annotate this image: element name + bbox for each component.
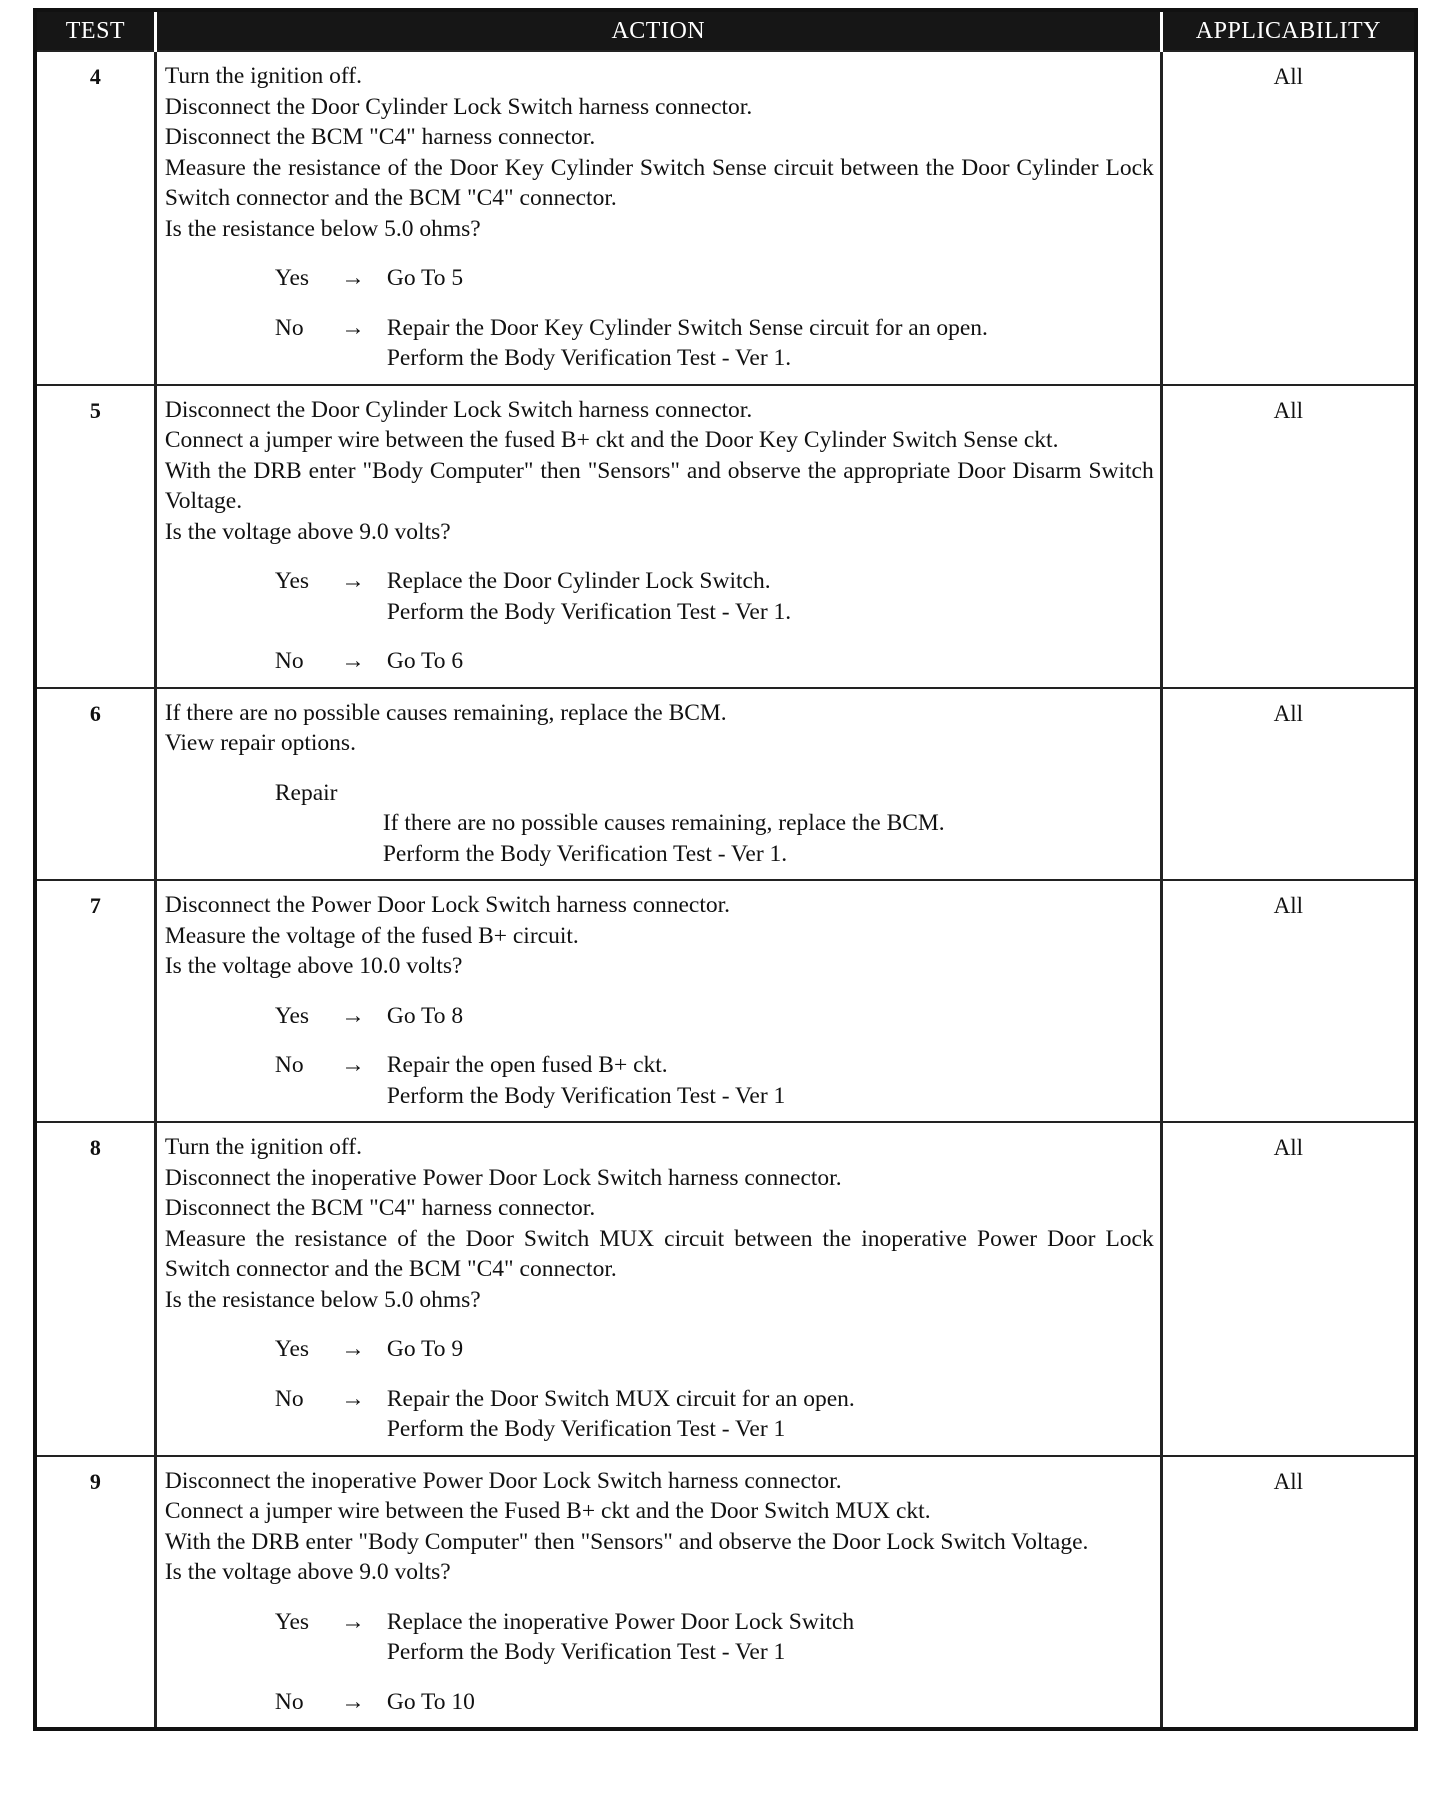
table-row — [35, 51, 1416, 385]
repair-block — [275, 778, 1154, 870]
test-number: 7 — [35, 880, 155, 1122]
outcome-result-line: Go To 5 — [386, 265, 464, 291]
outcome-result-line: Go To 10 — [386, 1688, 475, 1715]
action-step: Is the voltage above 9.0 volts? — [164, 518, 451, 545]
arrow-icon: → — [341, 1385, 365, 1412]
repair-label: Repair — [274, 779, 338, 806]
outcome-result — [373, 263, 1154, 294]
action-step: Turn the ignition off. — [164, 63, 363, 89]
header-action: ACTION — [155, 10, 1161, 51]
action-step: If there are no possible causes remaining, replace the BCM. — [164, 699, 727, 726]
outcome-result — [373, 566, 1154, 627]
arrow-icon: → — [341, 1002, 365, 1029]
test-number: 4 — [35, 51, 155, 385]
outcome-result-line: Perform the Body Verification Test - Ver 1 — [386, 1416, 786, 1442]
repair-lines — [383, 808, 1154, 869]
outcome-answer: Yes — [274, 1336, 310, 1362]
outcome-result-line: Perform the Body Verification Test - Ver 1 — [386, 1639, 786, 1665]
repair-line: If there are no possible causes remaining, replace the BCM. — [382, 810, 945, 836]
outcome-answer: No — [274, 1385, 304, 1412]
outcome-result-line: Replace the Door Cylinder Lock Switch. — [386, 568, 771, 594]
outcome-result — [373, 1687, 1154, 1718]
table-body — [35, 51, 1416, 1729]
header-test: TEST — [35, 10, 155, 51]
outcome-no — [275, 1050, 1154, 1111]
action-cell — [155, 1122, 1161, 1456]
outcome-answer: Yes — [274, 1002, 310, 1029]
arrow-icon: → — [341, 1052, 365, 1078]
action-step: Is the resistance below 5.0 ohms? — [164, 1286, 481, 1313]
table-header — [35, 10, 1416, 51]
action-step: Is the voltage above 10.0 volts? — [164, 953, 463, 979]
outcome-result-line: Perform the Body Verification Test - Ver 1 — [386, 1082, 786, 1109]
action-step: Disconnect the Door Cylinder Lock Switch harness connector. — [164, 396, 753, 423]
action-step: Turn the ignition off. — [164, 1134, 363, 1160]
arrow-icon: → — [341, 1688, 365, 1715]
test-number: 8 — [35, 1122, 155, 1456]
arrow-icon: → — [341, 1608, 365, 1635]
table-row — [35, 688, 1416, 881]
arrow-icon: → — [341, 265, 365, 291]
repair-line: Perform the Body Verification Test - Ver 1. — [382, 840, 788, 867]
outcome-answer: No — [274, 314, 304, 341]
outcome-result — [373, 313, 1154, 374]
outcome-result — [373, 1384, 1154, 1445]
action-step: Disconnect the BCM "C4" harness connector. — [164, 1195, 596, 1221]
outcome-answer: Yes — [274, 265, 310, 291]
outcome-answer: Yes — [274, 568, 310, 594]
applicability-cell: All — [1161, 385, 1416, 688]
outcome-no — [275, 313, 1154, 374]
outcome-answer: No — [274, 648, 304, 674]
outcome-answer: No — [274, 1052, 304, 1078]
outcome-no — [275, 1687, 1154, 1718]
table-row — [35, 1456, 1416, 1730]
outcome-yes — [275, 1001, 1154, 1032]
test-number: 6 — [35, 688, 155, 881]
diagnostic-test-table — [33, 8, 1418, 1731]
action-step: Measure the resistance of the Door Key Cylinder Switch Sense circuit between the Door Cylinder Lock Switch connector and the BCM "C4" connector. — [164, 154, 1154, 211]
action-step: Connect a jumper wire between the fused B+ ckt and the Door Key Cylinder Switch Sense ckt. — [164, 427, 1059, 453]
outcome-no — [275, 1384, 1154, 1445]
applicability-cell: All — [1161, 1456, 1416, 1730]
outcome-answer: Yes — [274, 1608, 310, 1635]
action-cell — [155, 688, 1161, 881]
action-step: Disconnect the BCM "C4" harness connector. — [164, 124, 596, 150]
outcome-yes — [275, 263, 1154, 294]
action-cell — [155, 1456, 1161, 1730]
arrow-icon: → — [341, 648, 365, 674]
outcome-result-line: Go To 8 — [386, 1002, 464, 1029]
outcome-result-line: Replace the inoperative Power Door Lock Switch — [386, 1608, 855, 1635]
outcome-result-line: Repair the Door Key Cylinder Switch Sense circuit for an open. — [386, 314, 988, 341]
outcome-result — [373, 1607, 1154, 1668]
action-step: Is the voltage above 9.0 volts? — [164, 1559, 451, 1585]
applicability-cell: All — [1161, 688, 1416, 881]
arrow-icon: → — [341, 1336, 365, 1362]
action-step: Disconnect the Door Cylinder Lock Switch harness connector. — [164, 93, 753, 120]
outcome-yes — [275, 1607, 1154, 1668]
outcome-yes — [275, 1334, 1154, 1365]
outcome-answer: No — [274, 1688, 304, 1715]
action-step: Connect a jumper wire between the Fused B+ ckt and the Door Switch MUX ckt. — [164, 1498, 931, 1524]
test-number: 9 — [35, 1456, 155, 1730]
action-step: Measure the resistance of the Door Switch MUX circuit between the inoperative Power Door Lock Switch connector and the BCM "C4" connector. — [164, 1225, 1154, 1282]
action-step: With the DRB enter "Body Computer" then "Sensors" and observe the appropriate Door Disarm Switch Voltage. — [164, 457, 1154, 514]
header-applicability: APPLICABILITY — [1161, 10, 1416, 51]
outcome-result-line: Perform the Body Verification Test - Ver 1. — [386, 598, 792, 625]
diagnostic-test-sheet — [33, 8, 1418, 1731]
outcome-result-line: Go To 6 — [386, 648, 464, 674]
applicability-cell: All — [1161, 880, 1416, 1122]
arrow-icon: → — [341, 568, 365, 594]
action-step: Disconnect the inoperative Power Door Lock Switch harness connector. — [164, 1467, 842, 1494]
table-row — [35, 880, 1416, 1122]
outcome-result — [373, 1001, 1154, 1032]
outcome-no — [275, 646, 1154, 677]
outcome-result-line: Perform the Body Verification Test - Ver 1. — [386, 345, 792, 371]
action-cell — [155, 880, 1161, 1122]
outcome-result — [373, 646, 1154, 677]
action-step: View repair options. — [164, 730, 356, 756]
header-row — [35, 10, 1416, 51]
action-step: Is the resistance below 5.0 ohms? — [164, 215, 481, 242]
action-step: Disconnect the Power Door Lock Switch harness connector. — [164, 892, 731, 918]
applicability-cell: All — [1161, 1122, 1416, 1456]
outcome-result — [373, 1050, 1154, 1111]
outcome-result-line: Go To 9 — [386, 1336, 464, 1362]
test-number: 5 — [35, 385, 155, 688]
action-cell — [155, 385, 1161, 688]
action-step: With the DRB enter "Body Computer" then "Sensors" and observe the Door Lock Switch Voltage. — [164, 1528, 1089, 1555]
outcome-result-line: Repair the Door Switch MUX circuit for an open. — [386, 1385, 855, 1412]
action-step: Disconnect the inoperative Power Door Lock Switch harness connector. — [164, 1164, 842, 1191]
action-step: Measure the voltage of the fused B+ circuit. — [164, 922, 579, 949]
outcome-yes — [275, 566, 1154, 627]
outcome-result — [373, 1334, 1154, 1365]
arrow-icon: → — [341, 314, 365, 341]
table-row — [35, 1122, 1416, 1456]
applicability-cell: All — [1161, 51, 1416, 385]
action-cell — [155, 51, 1161, 385]
outcome-result-line: Repair the open fused B+ ckt. — [386, 1052, 668, 1078]
table-row — [35, 385, 1416, 688]
